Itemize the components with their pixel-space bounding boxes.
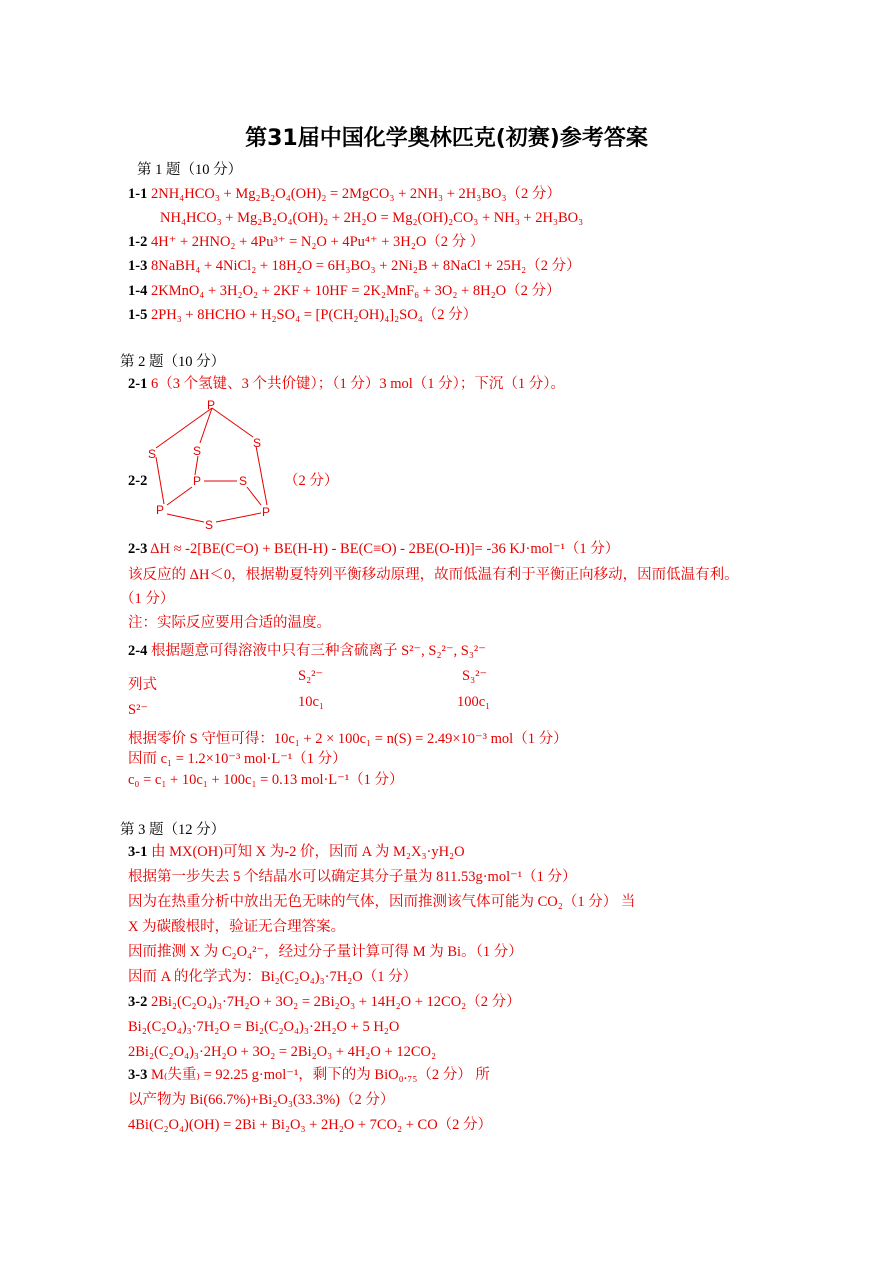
answer-3-1 <box>128 843 465 861</box>
atom-p-bottom-right: P <box>262 505 271 519</box>
q1-answer-label: 1-3 <box>128 258 148 274</box>
answer-2-3 <box>128 540 619 558</box>
q1-answer-line <box>128 257 581 275</box>
text-2-4c: 因而 c₁ = 1.2×10⁻³ mol·L⁻¹（1 分） <box>128 751 347 767</box>
q1-answer-line <box>128 233 484 251</box>
label-2-1: 2-1 <box>128 376 148 392</box>
answer-3-2 <box>128 993 521 1011</box>
label-3-2: 3-2 <box>128 994 148 1010</box>
text-2-3d: 注：实际反应要用合适的温度。 <box>128 615 331 631</box>
text-3-1: 由 MX(OH)可知 X 为-2 价，因而 A 为 M₂X₃·yH₂O <box>150 844 465 860</box>
q1-header: 第 1 题（10 分） <box>137 162 243 178</box>
atom-s-left: S <box>148 447 157 461</box>
table-col1: S₂²⁻ <box>298 668 324 684</box>
text-3-2c: 2Bi₂(C₂O₄)₃·2H₂O + 3O₂ = 2Bi₂O₃ + 4H₂O + 12CO₂ <box>128 1044 437 1060</box>
q1-answer-line <box>128 282 561 300</box>
page-title: 第31届中国化学奥林匹克(初赛)参考答案 <box>245 126 648 151</box>
q1-answer-line <box>128 185 561 203</box>
answer-2-4 <box>128 642 486 660</box>
q1-answer-text: 2NH₄HCO₃ + Mg₂B₂O₄(OH)₂ = 2MgCO₃ + 2NH₃ + 2H₃BO₃（2 分） <box>150 186 561 202</box>
q1-answer-label: 1-4 <box>128 283 148 299</box>
label-2-4: 2-4 <box>128 643 148 659</box>
text-2-3: ΔH ≈ -2[BE(C=O) + BE(H-H) - BE(C≡O) - 2BE(O-H)]= -36 KJ·mol⁻¹（1 分） <box>150 541 620 557</box>
q2-header: 第 2 题（10 分） <box>120 354 226 370</box>
q3-header: 第 3 题（12 分） <box>120 822 226 838</box>
q1-answer-text: 2KMnO₄ + 3H₂O₂ + 2KF + 10HF = 2K₂MnF₆ + 3O₂ + 8H₂O（2 分） <box>150 283 561 299</box>
text-3-3b: 以产物为 Bi(66.7%)+Bi₂O₃(33.3%)（2 分） <box>128 1092 395 1108</box>
text-3-3: M₍失重₎ = 92.25 g·mol⁻¹，剩下的为 BiO₀.₇₅（2 分） 所 <box>150 1067 490 1083</box>
text-2-4: 根据题意可得溶液中只有三种含硫离子 S²⁻, S₂²⁻, S₃²⁻ <box>150 643 486 659</box>
text-3-1b: 根据第一步失去 5 个结晶水可以确定其分子量为 811.53g·mol⁻¹（1 分） <box>128 869 577 885</box>
table-col2: S₃²⁻ <box>462 668 488 684</box>
q1-answer-label: 1-2 <box>128 234 148 250</box>
q1-answer-line <box>160 209 583 227</box>
q1-answer-label: 1-1 <box>128 186 148 202</box>
text-3-1e: 因而推测 X 为 C₂O₄²⁻，经过分子量计算可得 M 为 Bi。（1 分） <box>128 944 523 960</box>
atom-s-inner: S <box>193 444 202 458</box>
text-2-3c: （1 分） <box>120 591 175 607</box>
atom-s-right: S <box>253 436 262 450</box>
q1-answer-text: 2PH₃ + 8HCHO + H₂SO₄ = [P(CH₂OH)₄]₂SO₄（2 分） <box>150 307 478 323</box>
text-2-4b: 根据零价 S 守恒可得：10c₁ + 2 × 100c₁ = n(S) = 2.49×10⁻³ mol（1 分） <box>128 731 568 747</box>
text-3-1d: X 为碳酸根时，验证无合理答案。 <box>128 919 346 935</box>
text-2-4d: c₀ = c₁ + 10c₁ + 100c₁ = 0.13 mol·L⁻¹（1 分） <box>128 772 404 788</box>
text-3-1f: 因而 A 的化学式为：Bi₂(C₂O₄)₃·7H₂O（1 分） <box>128 969 418 985</box>
text-3-2: 2Bi₂(C₂O₄)₃·7H₂O + 3O₂ = 2Bi₂O₃ + 14H₂O + 12CO₂（2 分） <box>150 994 521 1010</box>
text-2-1: 6（3 个氢键、3 个共价键）；（1 分）3 mol（1 分）；下沉（1 分）。 <box>150 376 566 392</box>
atom-p-bottom-left: P <box>156 503 165 517</box>
table-v2: 100c₁ <box>457 694 491 710</box>
q1-answer-text: NH₄HCO₃ + Mg₂B₂O₄(OH)₂ + 2H₂O = Mg₂(OH)₂CO₃ + NH₃ + 2H₃BO₃ <box>160 210 584 226</box>
table-row2-label: S²⁻ <box>128 702 149 718</box>
text-2-3b: 该反应的 ΔH＜0，根据勒夏特列平衡移动原理，故而低温有利于平衡正向移动，因而低温有利。 <box>128 567 739 583</box>
answer-2-1 <box>128 375 565 393</box>
score-2-2: （2 分） <box>284 473 339 489</box>
p4s5-structure-diagram <box>140 395 290 535</box>
atom-s-bottom: S <box>205 518 214 532</box>
q1-answer-text: 8NaBH₄ + 4NiCl₂ + 18H₂O = 6H₃BO₃ + 2Ni₂B + 8NaCl + 25H₂（2 分） <box>150 258 581 274</box>
atom-p-top: P <box>207 398 216 412</box>
q1-answer-label: 1-5 <box>128 307 148 323</box>
label-3-1: 3-1 <box>128 844 148 860</box>
text-3-3c: 4Bi(C₂O₄)(OH) = 2Bi + Bi₂O₃ + 2H₂O + 7CO₂ + CO（2 分） <box>128 1117 493 1133</box>
q1-answer-text: 4H⁺ + 2HNO₂ + 4Pu³⁺ = N₂O + 4Pu⁴⁺ + 3H₂O（2 分 ） <box>150 234 485 250</box>
atom-p-center: P <box>193 474 202 488</box>
table-row-label: 列式 <box>128 677 157 693</box>
table-v1: 10c₁ <box>298 694 324 710</box>
text-3-2b: Bi₂(C₂O₄)₃·7H₂O = Bi₂(C₂O₄)₃·2H₂O + 5 H₂O <box>128 1019 400 1035</box>
answer-3-3 <box>128 1066 490 1084</box>
label-2-2: 2-2 <box>128 473 148 489</box>
label-3-3: 3-3 <box>128 1067 148 1083</box>
q1-answer-line <box>128 306 477 324</box>
label-2-3: 2-3 <box>128 541 148 557</box>
text-3-1c: 因为在热重分析中放出无色无味的气体，因而推测该气体可能为 CO₂（1 分） 当 <box>128 894 636 910</box>
atom-s-center: S <box>239 474 248 488</box>
